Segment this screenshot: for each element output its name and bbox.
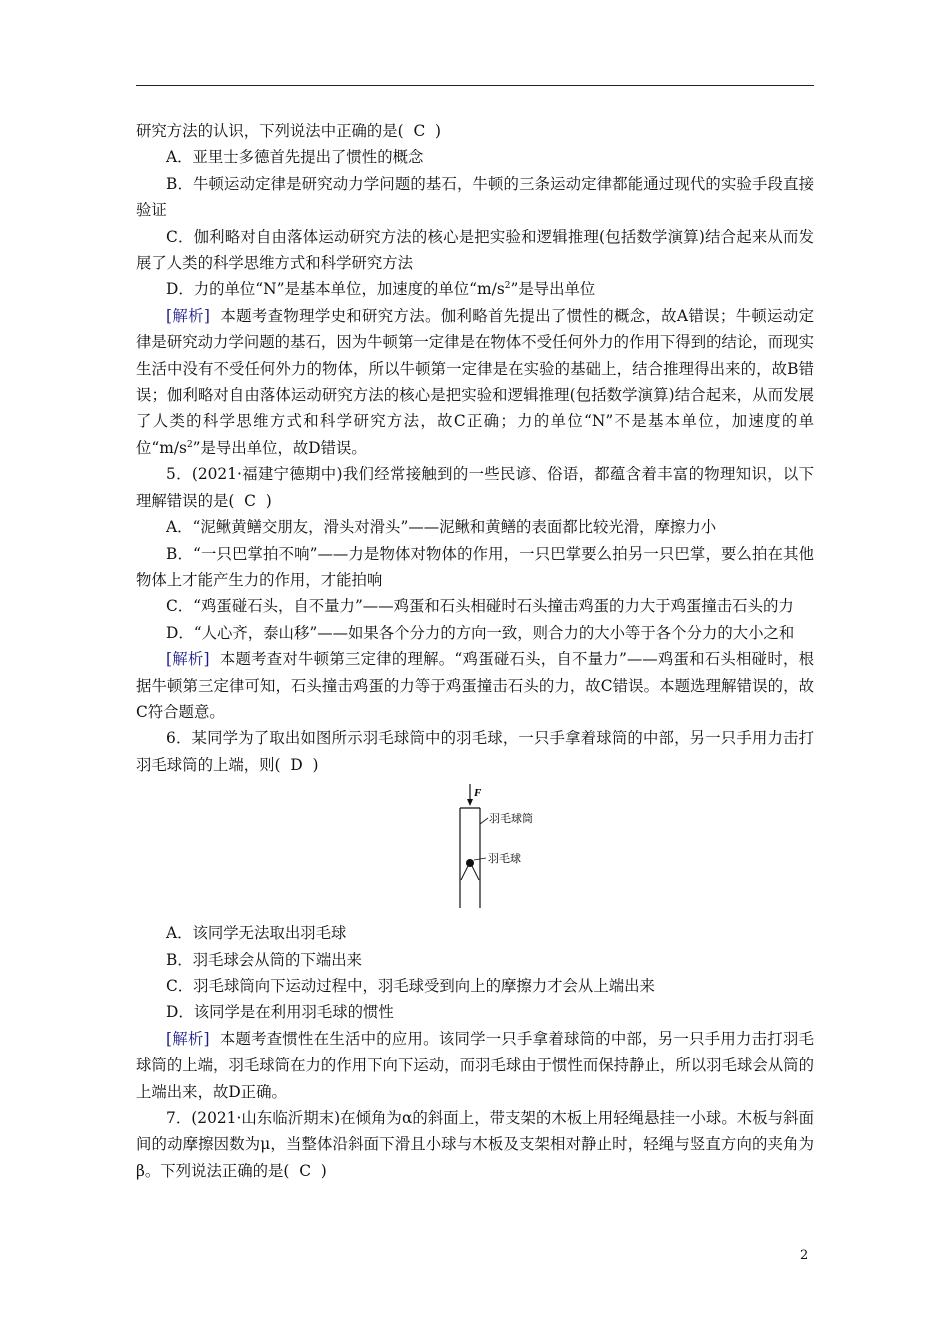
q6-exp-tag: [解析] xyxy=(166,1029,210,1048)
q7-answer: C xyxy=(299,1161,311,1180)
q6-option-a: A．该同学无法取出羽毛球 xyxy=(166,924,347,943)
q7-stem-text: 7．(2021·山东临沂期末)在倾角为α的斜面上，带支架的木板上用轻绳悬挂一小球。木板与斜面间的动摩擦因数为μ，当整体沿斜面下滑且小球与木板及支架相对静止时，轻绳与竖直方向的夹角为β。下列说法正确的是( xyxy=(136,1109,814,1180)
q7-stem xyxy=(136,1105,814,1184)
q4-exp-sup: 2 xyxy=(186,439,193,450)
q5-option-c: C．“鸡蛋碰石头，自不量力”——鸡蛋和石头相碰时石头撞击鸡蛋的力大于鸡蛋撞击石头的力 xyxy=(166,597,794,616)
q5-stem-text: 5．(2021·福建宁德期中)我们经常接触到的一些民谚、俗语，都蕴含着丰富的物理知识，以下理解错误的是( xyxy=(136,465,814,510)
q4-answer: C xyxy=(413,122,426,140)
q6-exp-text: 本题考查惯性在生活中的应用。该同学一只手拿着球筒的中部，另一只手用力击打羽毛球筒的上端，羽毛球筒在力的作用下向下运动，而羽毛球由于惯性而保持静止，所以羽毛球会从筒的上端出来，故D正确。 xyxy=(136,1029,814,1101)
q4-option-d xyxy=(136,276,814,302)
tube-leader-line xyxy=(480,818,488,824)
figure-svg xyxy=(436,782,546,910)
shuttlecock-ball xyxy=(466,859,474,867)
q6-close: ) xyxy=(312,755,319,774)
page-content xyxy=(136,118,814,1184)
q4-close: ) xyxy=(435,122,442,140)
q4-option-c: C．伽利略对自由落体运动研究方法的核心是把实验和逻辑推理(包括数学演算)结合起来从而发展了人类的科学思维方式和科学研究方法 xyxy=(136,227,814,273)
page-number: 2 xyxy=(800,1248,809,1263)
q5-explanation xyxy=(136,646,814,725)
q4-stem-text: 研究方法的认识，下列说法中正确的是( xyxy=(136,122,404,140)
q4-option-d-post: ”是导出单位 xyxy=(510,280,596,299)
tube-label: 羽毛球筒 xyxy=(489,812,533,826)
q5-option-d: D．“人心齐，泰山移”——如果各个分力的方向一致，则合力的大小等于各个分力的大小之和 xyxy=(166,623,795,642)
q5-option-b: B．“一只巴掌拍不响”——力是物体对物体的作用，一只巴掌要么拍另一只巴掌，要么拍在其他物体上才能产生力的作用，才能拍响 xyxy=(136,544,814,589)
header-rule xyxy=(136,85,814,86)
q5-stem xyxy=(136,461,814,514)
q4-option-b: B．牛顿运动定律是研究动力学问题的基石，牛顿的三条运动定律都能通过现代的实验手段直接验证 xyxy=(136,174,814,220)
q6-option-c: C．羽毛球筒向下运动过程中，羽毛球受到向上的摩擦力才会从上端出来 xyxy=(166,976,655,995)
q5-exp-text: 本题考查对牛顿第三定律的理解。“鸡蛋碰石头，自不量力”——鸡蛋和石头相碰时，根据牛顿第三定律可知，石头撞击鸡蛋的力等于鸡蛋撞击石头的力，故C错误。本题选理解错误的，故C符合题意。 xyxy=(136,650,814,721)
q4-explanation xyxy=(136,303,814,461)
q5-answer: C xyxy=(244,491,256,510)
q4-stem xyxy=(136,118,814,144)
shuttlecock-feather-right xyxy=(472,866,479,880)
q4-option-a: A．亚里士多德首先提出了惯性的概念 xyxy=(166,148,424,167)
q5-option-a: A．“泥鳅黄鳝交朋友，滑头对滑头”——泥鳅和黄鳝的表面都比较光滑，摩擦力小 xyxy=(166,518,717,537)
q6-stem-text: 6．某同学为了取出如图所示羽毛球筒中的羽毛球，一只手拿着球筒的中部，另一只手用力击打羽毛球筒的上端，则( xyxy=(136,729,814,774)
q5-exp-tag: [解析] xyxy=(166,650,210,669)
q7-close: ) xyxy=(320,1161,327,1180)
q4-option-d-sup: 2 xyxy=(504,281,511,292)
force-label: F xyxy=(474,787,482,800)
q6-answer: D xyxy=(290,755,303,774)
q5-close: ) xyxy=(265,491,272,510)
shuttlecock-tube-figure xyxy=(136,782,814,912)
shuttlecock-feather-left xyxy=(461,866,468,880)
q6-option-b: B．羽毛球会从筒的下端出来 xyxy=(166,950,362,969)
q4-exp-post: ”是导出单位，故D错误。 xyxy=(192,438,367,457)
force-arrow-head xyxy=(467,799,473,806)
q6-explanation xyxy=(136,1026,814,1105)
q4-exp-pre: 本题考查物理学史和研究方法。伽利略首先提出了惯性的概念，故A错误；牛顿运动定律是研究动力学问题的基石，因为牛顿第一定律是在物体不受任何外力的作用下得到的结论，而现实生活中没有不受任何外力的物体，所以牛顿第一定律是在实验的基础上，结合推理得出来的，故B错误；伽利略对自由落体运动研究方法的核心是把实验和逻辑推理(包括数学演算)结合起来，从而发展了人类的科学思维方式和科学研究方法，故C正确；力的单位“N”不是基本单位，加速度的单位“m/s xyxy=(136,306,814,457)
q6-option-d: D．该同学是在利用羽毛球的惯性 xyxy=(166,1003,394,1022)
ball-label: 羽毛球 xyxy=(488,852,521,866)
q6-stem xyxy=(136,725,814,778)
q4-exp-tag: [解析] xyxy=(166,306,210,325)
q4-option-d-pre: D．力的单位“N”是基本单位，加速度的单位“m/s xyxy=(166,280,505,299)
